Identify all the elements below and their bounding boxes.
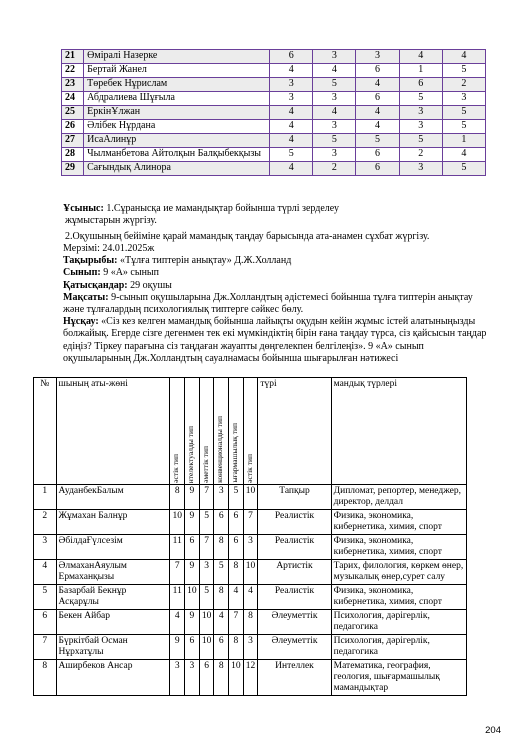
row-number: 6 xyxy=(34,610,57,635)
holland-results-body xyxy=(34,485,467,696)
score-cell: 3 xyxy=(270,78,313,92)
survey-goal-label: Мақсаты: xyxy=(63,291,109,303)
professions: Физика, экономика, кибернетика, химия, спорт xyxy=(331,535,466,560)
professions: Физика, экономика, кибернетика, химия, спорт xyxy=(331,585,466,610)
survey-attendees xyxy=(63,280,493,292)
student-name: Жұмахан Балнұр xyxy=(56,510,170,535)
table-row xyxy=(34,510,467,535)
score-cell: 5 xyxy=(199,510,214,535)
score-cell: 10 xyxy=(199,610,214,635)
score-cell: 6 xyxy=(399,78,442,92)
score-cell: 5 xyxy=(442,120,485,134)
student-name: Базарбай Бекнұр Асқарұлы xyxy=(56,585,170,610)
score-cell: 1 xyxy=(399,64,442,78)
score-cell: 4 xyxy=(442,50,485,64)
score-cell: 8 xyxy=(214,535,229,560)
table-row xyxy=(62,120,486,134)
score-cell: 5 xyxy=(229,485,244,510)
score-cell: 4 xyxy=(229,585,244,610)
header-type-5: ығармашылық тип xyxy=(229,378,244,485)
score-cell: 3 xyxy=(270,92,313,106)
header-number: № xyxy=(34,378,57,485)
page-number: 204 xyxy=(485,725,501,736)
professions: Тарих, филология, көркем өнер, музыкалық өнер,сурет салу xyxy=(331,560,466,585)
score-cell: 3 xyxy=(313,50,356,64)
score-cell: 6 xyxy=(199,660,214,696)
table-row xyxy=(62,162,486,176)
score-cell: 7 xyxy=(243,510,258,535)
score-cell: 5 xyxy=(313,78,356,92)
professions: Математика, география, геология, шығармашылық мамандықтар xyxy=(331,660,466,696)
score-cell: 4 xyxy=(270,64,313,78)
score-cell: 4 xyxy=(270,162,313,176)
score-cell: 7 xyxy=(199,535,214,560)
student-name: Бертай Жанел xyxy=(84,64,270,78)
score-cell: 6 xyxy=(229,510,244,535)
score-cell: 3 xyxy=(313,92,356,106)
score-cell: 9 xyxy=(185,610,200,635)
score-cell: 4 xyxy=(399,50,442,64)
row-number: 5 xyxy=(34,585,57,610)
score-cell: 7 xyxy=(229,610,244,635)
personality-type: Әлеуметтік xyxy=(258,610,331,635)
score-cell: 3 xyxy=(313,120,356,134)
score-cell: 10 xyxy=(170,510,185,535)
recommendations-line-1: 1.Сұранысқа ие мамандықтар бойынша түрлі зерделеу xyxy=(103,203,339,214)
score-cell: 4 xyxy=(214,610,229,635)
score-cell: 9 xyxy=(185,510,200,535)
score-cell: 4 xyxy=(243,585,258,610)
survey-attendees-text: 29 оқушы xyxy=(127,279,172,291)
row-number: 23 xyxy=(62,78,84,92)
table-row xyxy=(34,660,467,696)
table-row xyxy=(34,535,467,560)
row-number: 25 xyxy=(62,106,84,120)
survey-attendees-label: Қатысқандар: xyxy=(63,279,128,291)
personality-type: Реалистік xyxy=(258,535,331,560)
score-cell: 10 xyxy=(243,560,258,585)
score-cell: 5 xyxy=(270,148,313,162)
results-table-top-body xyxy=(62,50,486,176)
score-cell: 4 xyxy=(170,610,185,635)
survey-class xyxy=(63,267,493,279)
table-row xyxy=(34,585,467,610)
score-cell: 3 xyxy=(442,92,485,106)
professions: Дипломат, репортер, менеджер, директор, делдал xyxy=(331,485,466,510)
score-cell: 10 xyxy=(199,635,214,660)
score-cell: 11 xyxy=(170,585,185,610)
student-name: Төребек Нұрислам xyxy=(84,78,270,92)
score-cell: 5 xyxy=(442,106,485,120)
header-type-2: нтелектуалды тип xyxy=(185,378,200,485)
survey-date: Мерзімі: 24.01.2025ж xyxy=(63,243,155,254)
table-row xyxy=(34,485,467,510)
student-name: Сағындық Алинора xyxy=(84,162,270,176)
survey-class-label: Сынып: xyxy=(63,267,101,279)
personality-type: Артистік xyxy=(258,560,331,585)
header-type-6: әстік тип xyxy=(243,378,258,485)
student-name: Өміралі Назерке xyxy=(84,50,270,64)
professions: Психология, дәрігерлік, педагогика xyxy=(331,635,466,660)
row-number: 8 xyxy=(34,660,57,696)
table-row xyxy=(34,635,467,660)
table-row xyxy=(34,610,467,635)
header-type-4: конвенционалды тип xyxy=(214,378,229,485)
score-cell: 2 xyxy=(313,162,356,176)
score-cell: 4 xyxy=(356,120,399,134)
score-cell: 6 xyxy=(229,535,244,560)
row-number: 28 xyxy=(62,148,84,162)
score-cell: 8 xyxy=(243,610,258,635)
row-number: 24 xyxy=(62,92,84,106)
recommendations-label: Ұсыныс: xyxy=(63,203,104,214)
student-name: Аширбеков Ансар xyxy=(56,660,170,696)
score-cell: 6 xyxy=(185,535,200,560)
survey-instruction-text: «Сіз кез келген мамандық бойынша лайықты оқудын кейін жұмыс істей алатыныңызды болжайық. Егерде сізге дегенмен тек екі мүмкіндіктің бірін ғана таңдау түрса, сіз қайсысын таңдар едіңіз? Тіркеу парағына сіз таңдаған жауапты дөңгелекпен белгілеңіз». 9 «А» сынып оқушыларының Дж.Холландтың сауалнамасы бойынша шығарылған нәтижесі xyxy=(63,316,487,364)
personality-type: Тапқыр xyxy=(258,485,331,510)
row-number: 21 xyxy=(62,50,84,64)
score-cell: 3 xyxy=(356,50,399,64)
score-cell: 12 xyxy=(243,660,258,696)
score-cell: 8 xyxy=(229,560,244,585)
score-cell: 3 xyxy=(399,106,442,120)
score-cell: 8 xyxy=(214,660,229,696)
score-cell: 6 xyxy=(356,64,399,78)
survey-instruction xyxy=(63,316,493,365)
score-cell: 3 xyxy=(214,485,229,510)
table-row xyxy=(62,64,486,78)
header-name: шының аты-жөні xyxy=(56,378,170,485)
student-name: Бекен Айбар xyxy=(56,610,170,635)
score-cell: 3 xyxy=(199,560,214,585)
score-cell: 7 xyxy=(199,485,214,510)
student-name: ЕркінҰлжан xyxy=(84,106,270,120)
recommendations-line-2: жұмыстарын жүргізу. xyxy=(65,215,157,227)
score-cell: 10 xyxy=(243,485,258,510)
survey-instruction-label: Нұсқау: xyxy=(63,316,99,328)
score-cell: 4 xyxy=(442,148,485,162)
score-cell: 5 xyxy=(399,92,442,106)
personality-type: Әлеуметтік xyxy=(258,635,331,660)
score-cell: 8 xyxy=(214,585,229,610)
row-number: 4 xyxy=(34,560,57,585)
row-number: 1 xyxy=(34,485,57,510)
row-number: 2 xyxy=(34,510,57,535)
score-cell: 10 xyxy=(229,660,244,696)
student-name: Бүркітбай Осман Нұрхатұлы xyxy=(56,635,170,660)
score-cell: 6 xyxy=(356,162,399,176)
table-row xyxy=(34,560,467,585)
recommendations xyxy=(63,203,493,243)
survey-meta xyxy=(63,243,493,365)
personality-type: Реалистік xyxy=(258,510,331,535)
score-cell: 4 xyxy=(313,64,356,78)
row-number: 27 xyxy=(62,134,84,148)
score-cell: 5 xyxy=(399,134,442,148)
score-cell: 9 xyxy=(185,560,200,585)
score-cell: 5 xyxy=(356,134,399,148)
score-cell: 4 xyxy=(270,120,313,134)
table-row xyxy=(62,92,486,106)
score-cell: 3 xyxy=(185,660,200,696)
row-number: 3 xyxy=(34,535,57,560)
professions: Психология, дәрігерлік, педагогика xyxy=(331,610,466,635)
header-professions: мандық түрлері xyxy=(331,378,466,485)
score-cell: 6 xyxy=(270,50,313,64)
results-table-top xyxy=(61,49,486,176)
score-cell: 5 xyxy=(313,134,356,148)
survey-goal-text: 9-сынып оқушыларына Дж.Холландтың әдістемесі бойынша тұлға типтерін анықтау және тұлғалардың психологиялық типтерге сәйкес бөлу. xyxy=(63,291,473,316)
row-number: 26 xyxy=(62,120,84,134)
score-cell: 2 xyxy=(399,148,442,162)
score-cell: 3 xyxy=(399,162,442,176)
header-type-1: әстік тип xyxy=(170,378,185,485)
survey-class-text: 9 «А» сынып xyxy=(100,267,160,279)
score-cell: 4 xyxy=(270,134,313,148)
score-cell: 3 xyxy=(243,635,258,660)
survey-topic xyxy=(63,255,493,267)
survey-goal xyxy=(63,292,493,316)
table-row xyxy=(62,148,486,162)
survey-topic-text: «Тұлға типтерін анықтау» Д.Ж.Холланд xyxy=(117,255,292,267)
table-row xyxy=(62,106,486,120)
row-number: 7 xyxy=(34,635,57,660)
header-type-3: әметтік тип xyxy=(199,378,214,485)
student-name: АуданбекБалым xyxy=(56,485,170,510)
score-cell: 1 xyxy=(442,134,485,148)
score-cell: 8 xyxy=(229,635,244,660)
recommendations-line-3: 2.Оқушының бейіміне қарай мамандық таңдау барысында ата-анамен сұхбат жүргізу. xyxy=(65,230,430,242)
score-cell: 4 xyxy=(356,78,399,92)
score-cell: 6 xyxy=(356,92,399,106)
score-cell: 5 xyxy=(214,560,229,585)
header-personality-type: түрі xyxy=(258,378,331,485)
personality-type: Реалистік xyxy=(258,585,331,610)
score-cell: 5 xyxy=(442,162,485,176)
score-cell: 4 xyxy=(356,106,399,120)
student-name: ИсаАлинұр xyxy=(84,134,270,148)
score-cell: 5 xyxy=(442,64,485,78)
score-cell: 2 xyxy=(442,78,485,92)
table-row xyxy=(62,78,486,92)
score-cell: 8 xyxy=(170,485,185,510)
holland-header-row xyxy=(34,378,467,485)
score-cell: 6 xyxy=(214,510,229,535)
score-cell: 6 xyxy=(356,148,399,162)
score-cell: 6 xyxy=(185,635,200,660)
score-cell: 6 xyxy=(214,635,229,660)
score-cell: 4 xyxy=(270,106,313,120)
student-name: Чылманбетова Айтолқын Балқыбекқызы xyxy=(84,148,270,162)
holland-results-table xyxy=(33,377,467,696)
survey-topic-label: Тақырыбы: xyxy=(63,255,118,267)
score-cell: 9 xyxy=(185,485,200,510)
score-cell: 3 xyxy=(170,660,185,696)
score-cell: 5 xyxy=(199,585,214,610)
student-name: Абдралиева Шұғыла xyxy=(84,92,270,106)
row-number: 29 xyxy=(62,162,84,176)
score-cell: 11 xyxy=(170,535,185,560)
personality-type: Интеллек xyxy=(258,660,331,696)
score-cell: 10 xyxy=(185,585,200,610)
score-cell: 4 xyxy=(313,106,356,120)
score-cell: 7 xyxy=(170,560,185,585)
score-cell: 9 xyxy=(170,635,185,660)
student-name: ӘбілдаҒүлсезім xyxy=(56,535,170,560)
student-name: ӘлмаханАяулым Ермаханқызы xyxy=(56,560,170,585)
table-row xyxy=(62,50,486,64)
score-cell: 3 xyxy=(399,120,442,134)
row-number: 22 xyxy=(62,64,84,78)
score-cell: 3 xyxy=(243,535,258,560)
professions: Физика, экономика, кибернетика, химия, спорт xyxy=(331,510,466,535)
student-name: Әлібек Нұрдана xyxy=(84,120,270,134)
table-row xyxy=(62,134,486,148)
score-cell: 3 xyxy=(313,148,356,162)
